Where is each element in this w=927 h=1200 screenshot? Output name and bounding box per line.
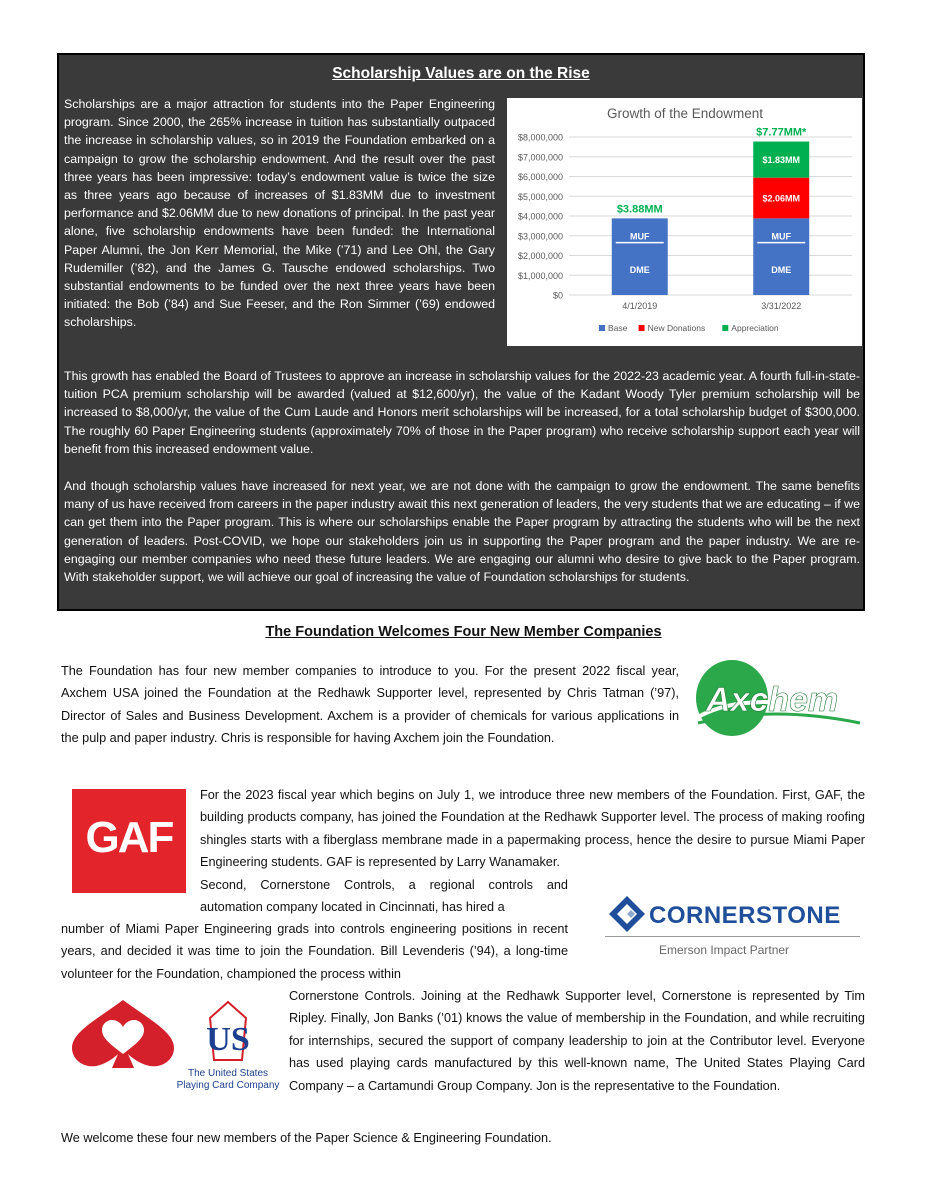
- scholarship-box: [57, 53, 865, 611]
- chart-segment-label: MUF: [771, 231, 791, 242]
- gaf-registered-mark: ®: [176, 790, 183, 800]
- cornerstone-logo-name: CORNERSTONE: [649, 902, 841, 929]
- chart-legend-label: New Donations: [647, 323, 706, 333]
- chart-grid: [569, 137, 852, 295]
- axchem-logo: [692, 657, 864, 739]
- members-section-title: The Foundation Welcomes Four New Member Companies: [265, 624, 662, 640]
- uspc-paragraph: Cornerstone Controls. Joining at the Redhawk Supporter level, Cornerstone is represented by Tim Ripley. Finally, Jon Banks (’01) knows the value of membership in the Foundation, and while recruiting for internships, secured the support of company leadership to join at the Contributor level. Everyone has used playing cards manufactured by this well-known name, The United States Playing Card Company – a Cartamundi Group Company. Jon is the representative to the Foundation.: [289, 989, 865, 1093]
- chart-x-ticks: [622, 301, 801, 311]
- chart-y-tick-label: $7,000,000: [517, 152, 563, 163]
- bicycle-spade-logo: [66, 998, 180, 1070]
- axchem-swoosh-icon: [692, 657, 864, 739]
- chart-segment-label: DME: [771, 264, 792, 275]
- uspc-caption-line-2: Playing Card Company: [176, 1080, 280, 1091]
- endowment-chart: [507, 98, 862, 346]
- chart-legend-swatch: [639, 325, 645, 331]
- uspc-logo-letters: US: [206, 1021, 250, 1058]
- gaf-logo-text: GAF: [85, 813, 173, 862]
- chart-segment-label: DME: [629, 264, 650, 275]
- chart-y-tick-label: $3,000,000: [517, 231, 563, 242]
- chart-total-label: $7.77MM*: [756, 126, 807, 139]
- scholarship-title: Scholarship Values are on the Rise: [332, 65, 590, 82]
- chart-y-tick-label: $1,000,000: [517, 270, 563, 281]
- cornerstone-diamond-icon: [607, 894, 647, 934]
- welcome-paragraph: We welcome these four new members of the Paper Science & Engineering Foundation.: [61, 1131, 552, 1145]
- chart-y-tick-label: $5,000,000: [517, 191, 563, 202]
- scholarship-paragraph-2: This growth has enabled the Board of Trustees to approve an increase in scholarship values for the 2022-23 academic year. A fourth full-in-state-tuition PCA premium scholarship will be awarded (valued at $12,600/yr), the value of the Kadant Woody Tyler premium scholarship will be increased to $8,000/yr, the value of the Cum Laude and Honors merit scholarships will be increased, for a total scholarship budget of $300,000. The roughly 60 Paper Engineering students (approximately 70% of those in the Paper program) who receive scholarship support each year will benefit from this increased endowment value.: [64, 369, 860, 456]
- axchem-logo-text: Axchem: [706, 681, 839, 719]
- chart-y-ticks: [518, 133, 563, 301]
- chart-bar-base: [612, 218, 668, 295]
- chart-legend-swatch: [722, 325, 728, 331]
- chart-y-tick-label: $8,000,000: [517, 132, 563, 143]
- scholarship-paragraph-1: Scholarships are a major attraction for students into the Paper Engineering program. Since 2000, the 265% increase in tuition has substantially outpaced the increase in scholarship values, so in 2019 the Foundation embarked on a campaign to grow the scholarship endowment. And the result over the past three years has been impressive: today’s endowment value is twice the size as three years ago because of increases of $1.83MM due to investment performance and $2.06MM due to new donations of principal. In the past year alone, five scholarship endowments have been funded: the International Paper Alumni, the Jon Kerr Memorial, the Mike (’71) and Lee Ohl, the Gary Rudemiller (’82), and the James G. Tausche endowed scholarships. Two substantial endowments to be funded over the next three years have been initiated: the Bob (’84) and Sue Feeser, and the Ron Simmer (’69) endowed scholarships.: [64, 97, 495, 330]
- chart-segment-label: $1.83MM: [762, 155, 801, 166]
- chart-title: Growth of the Endowment: [606, 106, 764, 121]
- chart-bar-base: [753, 218, 809, 295]
- chart-x-tick-label: 3/31/2022: [761, 301, 802, 311]
- chart-segment-label: $2.06MM: [762, 193, 801, 204]
- chart-x-tick-label: 4/1/2019: [622, 301, 658, 311]
- endowment-chart-svg: [507, 98, 862, 346]
- chart-legend-label: Base: [608, 323, 628, 333]
- chart-legend-swatch: [599, 325, 605, 331]
- cornerstone-paragraph-part-2: number of Miami Paper Engineering grads into controls engineering positions in recent years, and decided it was time to join the Foundation. Bill Levenderis (’94), a long-time volunteer for the Foundation, championed the process within: [61, 922, 568, 981]
- chart-y-tick-label: $6,000,000: [517, 172, 563, 182]
- uspc-shield-icon: [172, 1000, 284, 1068]
- scholarship-paragraph-3: And though scholarship values have increased for next year, we are not done with the campaign to grow the endowment. The same benefits many of us have received from careers in the paper industry await this next generation of leaders, the very students that we are educating – if we can get them into the Paper program. This is where our scholarships enable the Paper program by attracting the students who will be the next generation of leaders. Post-COVID, we hope our stakeholders join us in supporting the Paper program and the paper industry. We are re-engaging our member companies who need these future leaders. We are engaging our alumni who desire to give back to the Paper program. With stakeholder support, we will achieve our goal of increasing the value of Foundation scholarships for students.: [64, 479, 860, 585]
- uspc-logo: [172, 1000, 284, 1098]
- chart-y-tick-label: $4,000,000: [517, 211, 563, 222]
- chart-legend-label: Appreciation: [731, 323, 779, 333]
- cornerstone-logo: [605, 888, 860, 963]
- chart-legend: [599, 323, 779, 333]
- chart-total-label: $3.88MM: [616, 203, 663, 216]
- gaf-paragraph: For the 2023 fiscal year which begins on July 1, we introduce three new members of the Foundation. First, GAF, the building products company, has joined the Foundation at the Redhawk Supporter level. The process of making roofing shingles starts with a fiberglass membrane made in a papermaking process, hence the desire to pursue Miami Paper Engineering students. GAF is represented by Larry Wanamaker.: [200, 788, 865, 870]
- uspc-caption-line-1: The United States: [187, 1068, 269, 1079]
- chart-y-tick-label: $0: [552, 290, 563, 301]
- cornerstone-logo-divider: [605, 936, 860, 937]
- cornerstone-paragraph-part-1: Second, Cornerstone Controls, a regional controls and automation company located in Cincinnati, has hired a: [200, 878, 568, 915]
- uspc-logo-caption: [172, 1068, 284, 1092]
- chart-segment-label: MUF: [630, 231, 650, 242]
- spade-heart-icon: [66, 998, 180, 1070]
- cornerstone-logo-subtitle: Emerson Impact Partner: [659, 943, 790, 957]
- axchem-paragraph: The Foundation has four new member companies to introduce to you. For the present 2022 fiscal year, Axchem USA joined the Foundation at the Redhawk Supporter level, represented by Chris Tatman (’97), Director of Sales and Business Development. Axchem is a provider of chemicals for various applications in the pulp and paper industry. Chris is responsible for having Axchem join the Foundation.: [61, 664, 679, 746]
- chart-y-tick-label: $2,000,000: [517, 251, 563, 261]
- gaf-logo: [72, 789, 186, 893]
